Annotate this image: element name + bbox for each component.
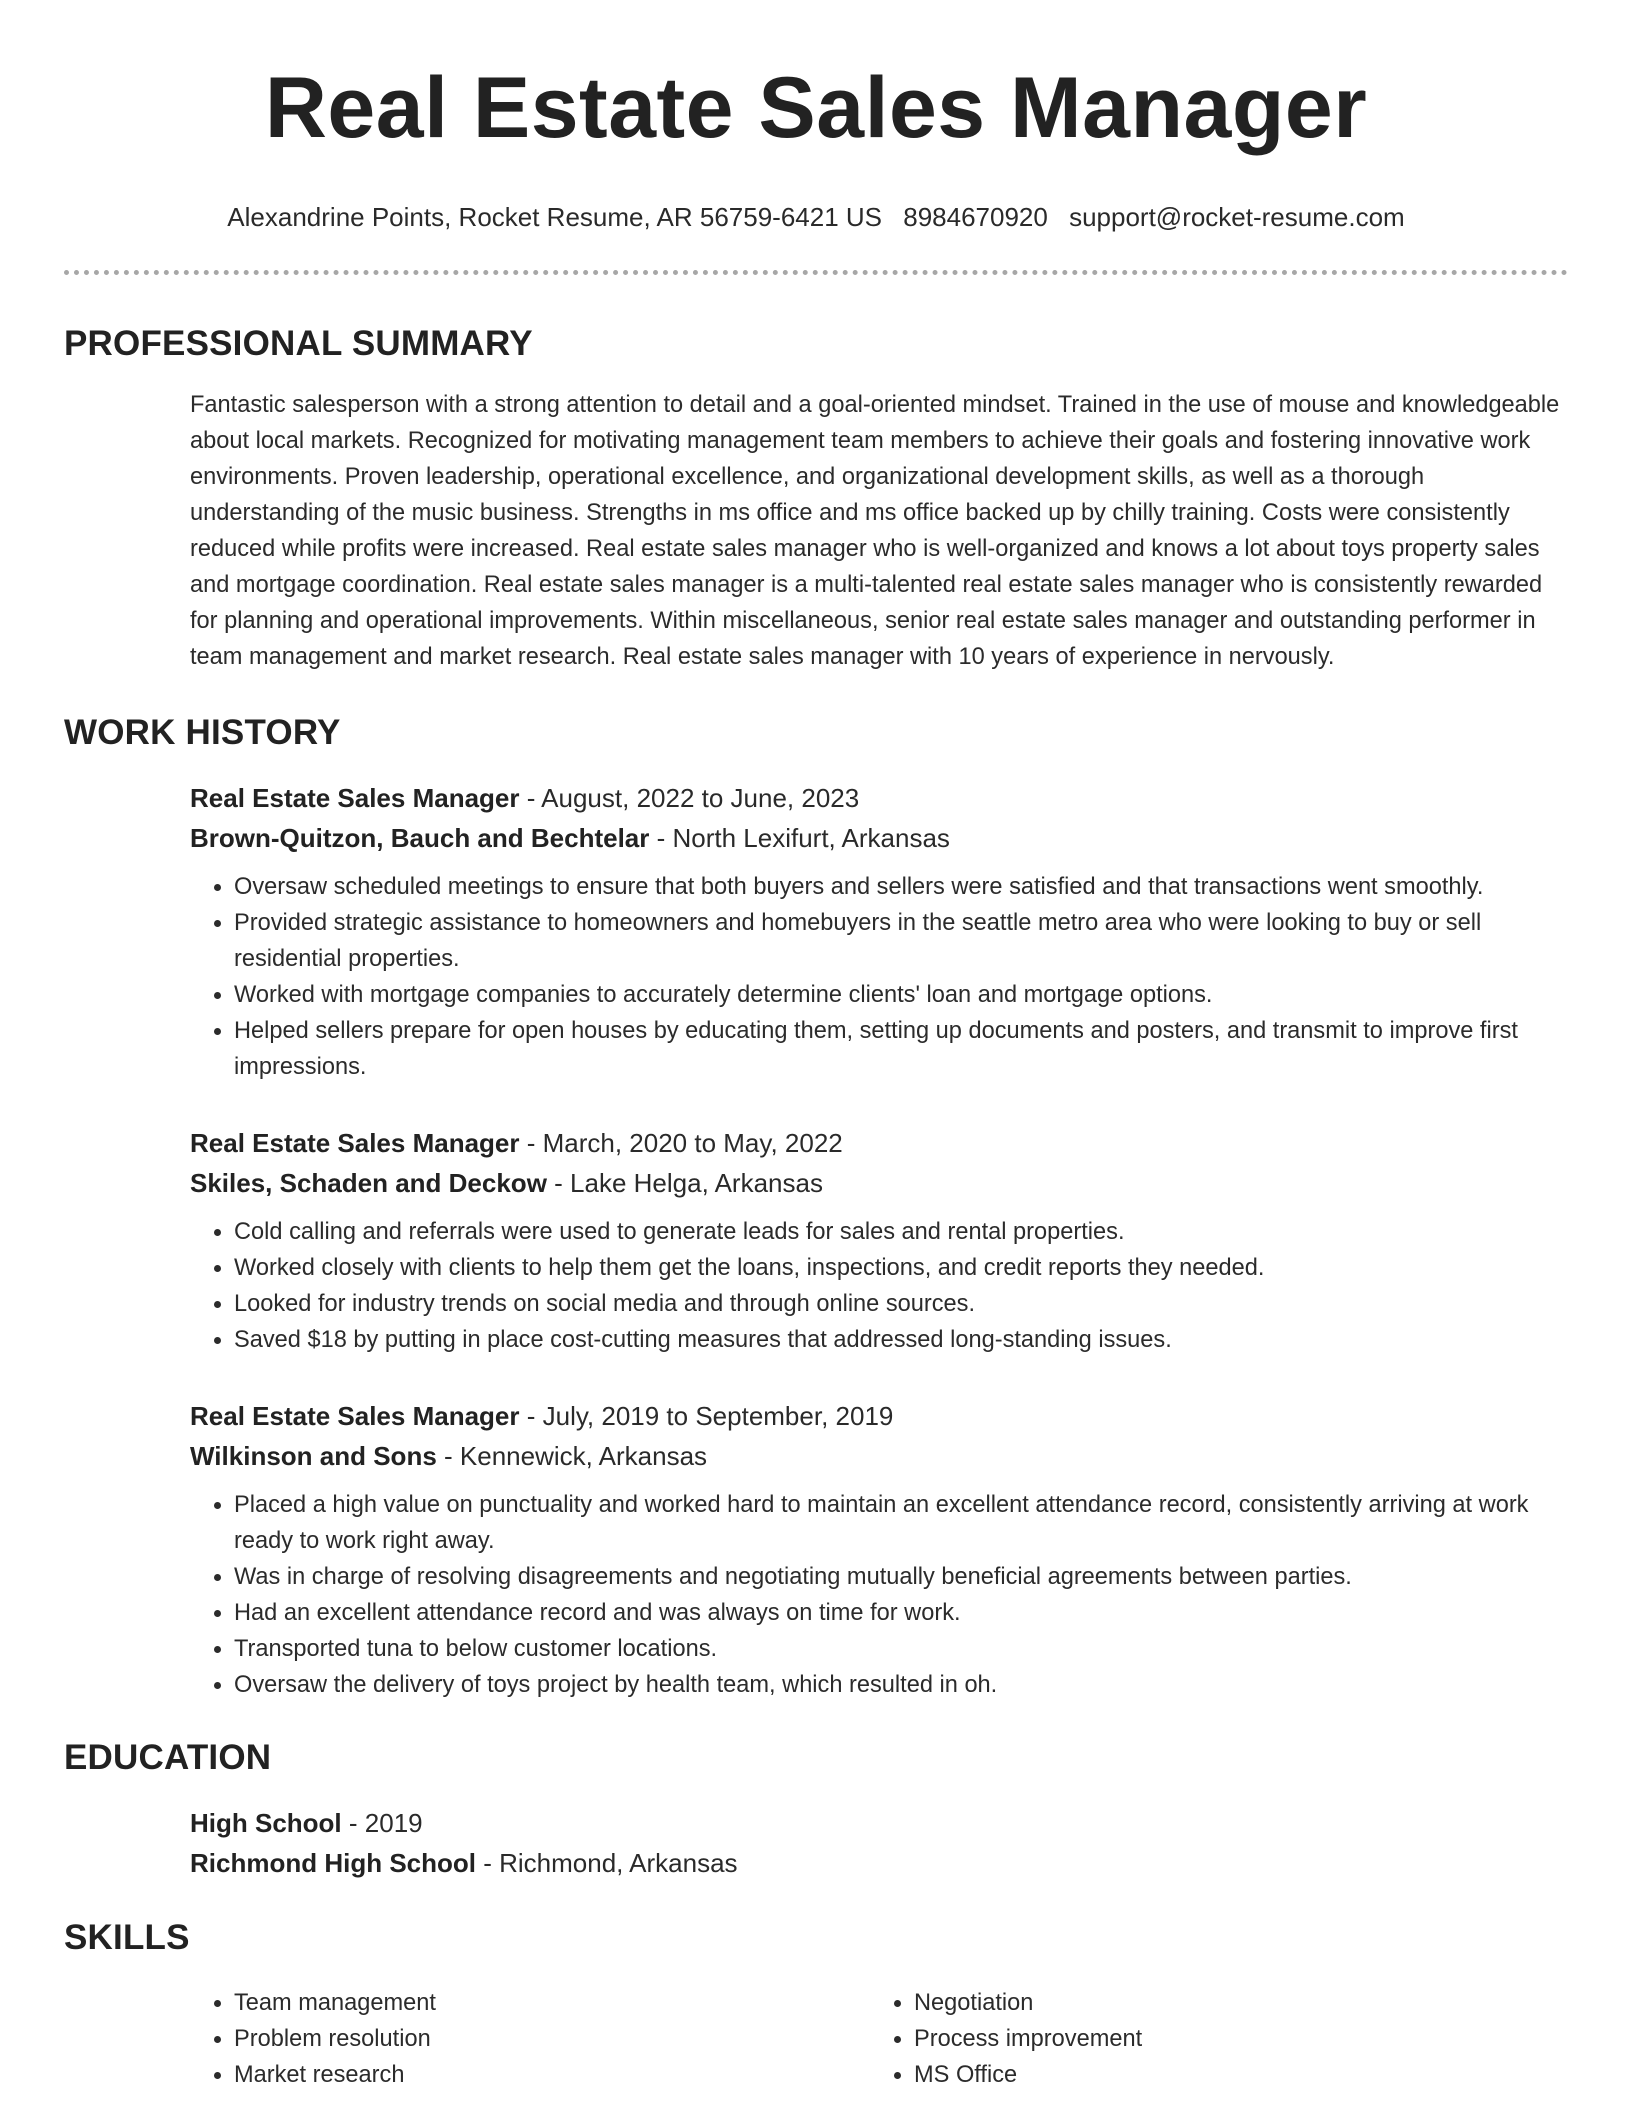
skills-column-left — [190, 1985, 870, 2093]
job-bullets — [190, 1487, 1568, 1703]
job-dates: - March, 2020 to May, 2022 — [519, 1128, 843, 1158]
skills-grid — [190, 1985, 1568, 2093]
contact-phone: 8984670920 — [903, 202, 1048, 232]
job-bullet: • Oversaw scheduled meetings to ensure that both buyers and sellers were satisfied and that transactions went smoothly. — [234, 869, 1568, 905]
education-degree-line — [190, 1803, 1568, 1843]
contact-address: Alexandrine Points, Rocket Resume, AR 56759-6421 US — [227, 202, 882, 232]
section-title-summary: PROFESSIONAL SUMMARY — [64, 324, 533, 363]
education-school-line — [190, 1843, 1568, 1883]
job-bullet: • Worked closely with clients to help them get the loans, inspections, and credit reports they needed. — [234, 1250, 1568, 1286]
job-location: - Lake Helga, Arkansas — [546, 1168, 823, 1198]
job-bullet: • Transported tuna to below customer locations. — [234, 1631, 1568, 1667]
job-bullet: • Worked with mortgage companies to accurately determine clients' loan and mortgage options. — [234, 977, 1568, 1013]
skill-item: • Negotiation — [914, 1985, 1550, 2021]
job-entry — [190, 1396, 1568, 1703]
contact-email: support@rocket-resume.com — [1069, 202, 1405, 232]
header-divider — [64, 270, 1568, 275]
job-title-line — [190, 778, 1568, 818]
education-year: - 2019 — [341, 1808, 423, 1838]
job-bullet: • Placed a high value on punctuality and worked hard to maintain an excellent attendance record, consistently arriving at work ready to work right away. — [234, 1487, 1568, 1559]
job-bullets — [190, 1214, 1568, 1358]
job-bullet: • Oversaw the delivery of toys project by health team, which resulted in oh. — [234, 1667, 1568, 1703]
job-role: Real Estate Sales Manager — [190, 783, 520, 813]
job-company: Brown-Quitzon, Bauch and Bechtelar — [190, 823, 650, 853]
section-title-work-history: WORK HISTORY — [64, 713, 341, 752]
resume-name: Real Estate Sales Manager — [264, 60, 1368, 156]
job-role: Real Estate Sales Manager — [190, 1128, 520, 1158]
skill-item: • MS Office — [914, 2057, 1550, 2093]
job-bullet: • Saved $18 by putting in place cost-cutting measures that addressed long-standing issues. — [234, 1322, 1568, 1358]
job-bullet: • Looked for industry trends on social media and through online sources. — [234, 1286, 1568, 1322]
section-title-education: EDUCATION — [64, 1738, 272, 1777]
job-title-line — [190, 1123, 1568, 1163]
job-bullet: • Provided strategic assistance to homeowners and homebuyers in the seattle metro area who were looking to buy or sell residential properties. — [234, 905, 1568, 977]
job-bullets — [190, 869, 1568, 1085]
job-location: - North Lexifurt, Arkansas — [649, 823, 950, 853]
job-entry — [190, 1123, 1568, 1358]
job-company: Skiles, Schaden and Deckow — [190, 1168, 547, 1198]
contact-line — [64, 200, 1568, 234]
job-title-line — [190, 1396, 1568, 1436]
job-company-line — [190, 1163, 1568, 1203]
job-location: - Kennewick, Arkansas — [436, 1441, 708, 1471]
job-bullet: • Was in charge of resolving disagreements and negotiating mutually beneficial agreements between parties. — [234, 1559, 1568, 1595]
job-bullet: • Helped sellers prepare for open houses by educating them, setting up documents and posters, and transmit to improve first impressions. — [234, 1013, 1568, 1085]
job-dates: - August, 2022 to June, 2023 — [519, 783, 860, 813]
job-bullet: • Cold calling and referrals were used to generate leads for sales and rental properties. — [234, 1214, 1568, 1250]
summary-text: Fantastic salesperson with a strong attention to detail and a goal-oriented mindset. Trained in the use of mouse and knowledgeable about local markets. Recognized for motivating management team members to achieve their goals and fostering innovative work environments. Proven leadership, operational excellence, and organizational development skills, as well as a thorough understanding of the music business. Strengths in ms office and ms office backed up by chilly training. Costs were consistently reduced while profits were increased. Real estate sales manager who is well-organized and knows a lot about toys property sales and mortgage coordination. Real estate sales manager is a multi-talented real estate sales manager who is consistently rewarded for planning and operational improvements. Within miscellaneous, senior real estate sales manager and outstanding performer in team management and market research. Real estate sales manager with 10 years of experience in nervously. — [190, 392, 1560, 670]
job-dates: - July, 2019 to September, 2019 — [519, 1401, 894, 1431]
skill-item: • Process improvement — [914, 2021, 1550, 2057]
skill-item: • Market research — [234, 2057, 870, 2093]
skills-column-right — [870, 1985, 1550, 2093]
education-location: - Richmond, Arkansas — [476, 1848, 738, 1878]
job-company-line — [190, 1436, 1568, 1476]
job-company-line — [190, 818, 1568, 858]
job-role: Real Estate Sales Manager — [190, 1401, 520, 1431]
education-entry — [190, 1803, 1568, 1883]
section-title-skills: SKILLS — [64, 1918, 190, 1957]
job-bullet: • Had an excellent attendance record and was always on time for work. — [234, 1595, 1568, 1631]
job-entry — [190, 778, 1568, 1085]
education-school: Richmond High School — [190, 1848, 476, 1878]
education-degree: High School — [190, 1808, 342, 1838]
skill-item: • Team management — [234, 1985, 870, 2021]
skill-item: • Problem resolution — [234, 2021, 870, 2057]
job-company: Wilkinson and Sons — [190, 1441, 437, 1471]
